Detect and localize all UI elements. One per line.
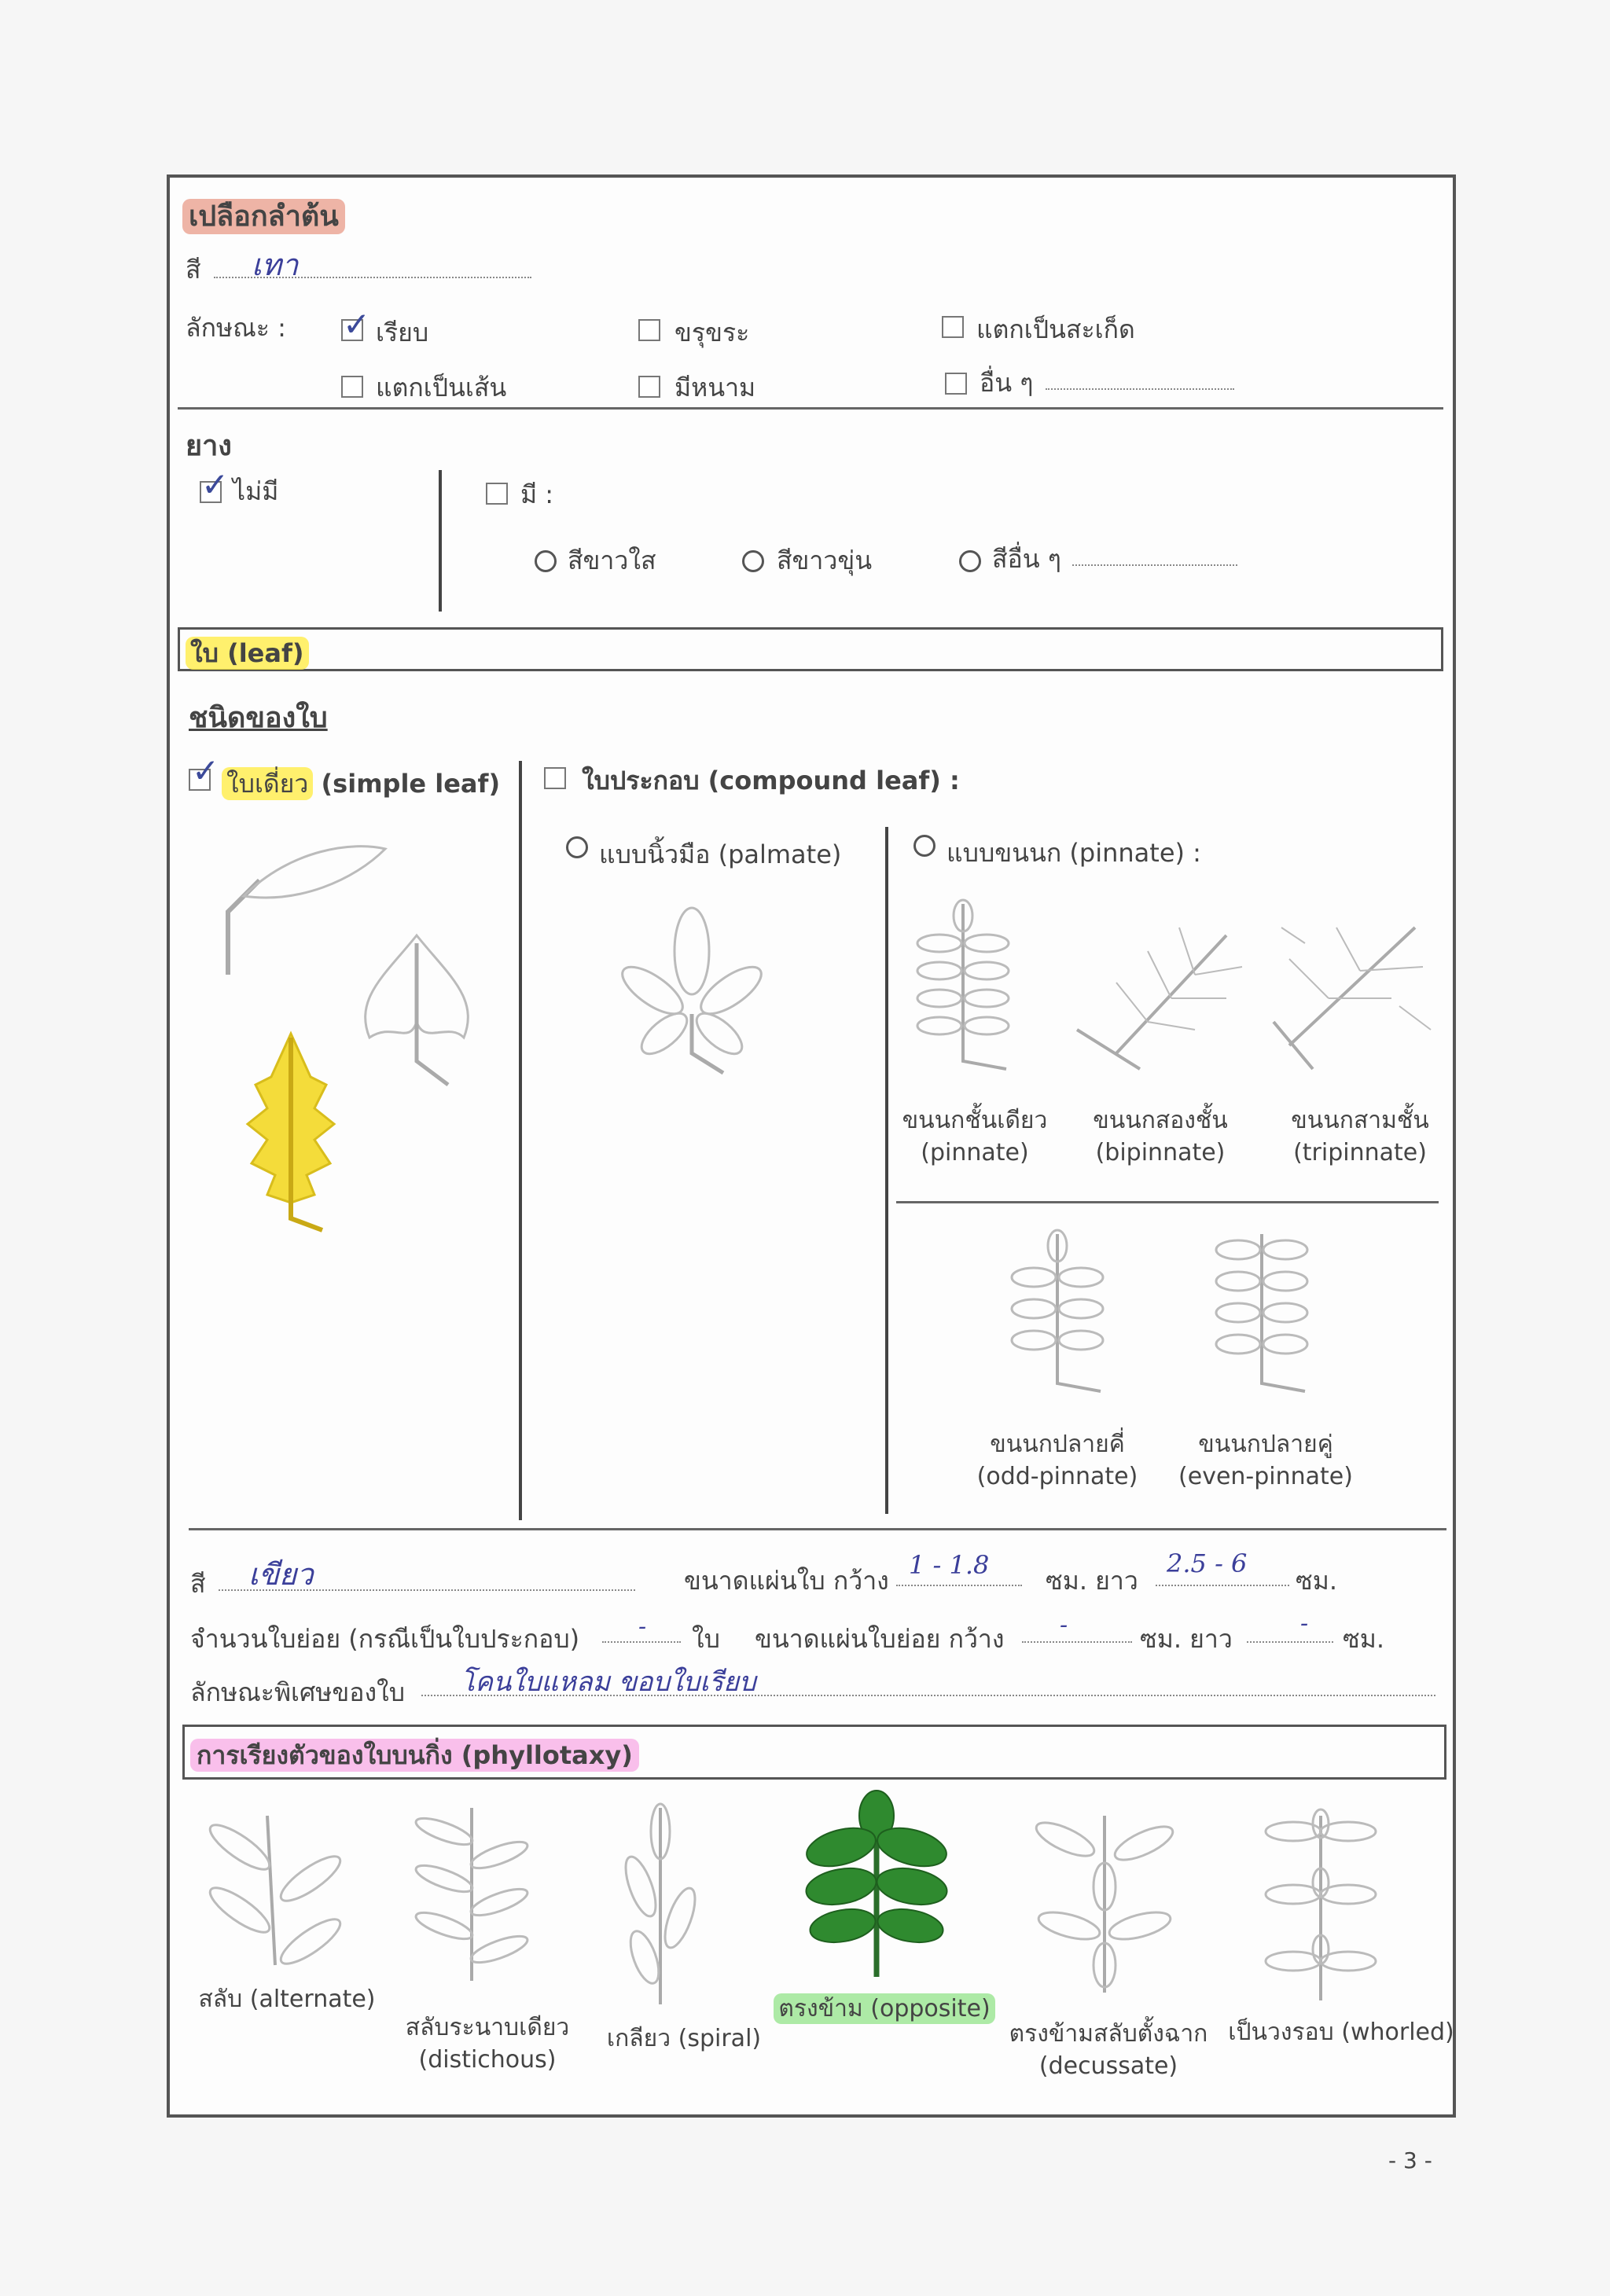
spiral-drawing xyxy=(613,1800,708,2012)
leaf-title: ใบ (leaf) xyxy=(186,634,309,674)
bark-thorny-label: มีหนาม xyxy=(675,373,756,402)
simple-leaf-lobed-drawing xyxy=(354,928,480,1085)
whorled-drawing xyxy=(1258,1808,1384,2004)
leaf-color-value: เขียว xyxy=(248,1557,314,1592)
bark-color-value: เทา xyxy=(252,248,299,282)
latex-title: ยาง xyxy=(186,430,232,462)
tripinnate-caption: ขนนกสามชั้น (tripinnate) xyxy=(1291,1107,1429,1166)
decussate-caption: ตรงข้ามสลับตั้งฉาก (decussate) xyxy=(1009,2020,1208,2080)
leaf-type-title: ชนิดของใบ xyxy=(189,702,328,734)
simple-leaf-label: ใบเดี่ยว (simple leaf) xyxy=(222,764,500,804)
check-mark-icon: ✓ xyxy=(192,751,220,790)
leaf-color-label: สี xyxy=(190,1569,206,1599)
blade-width-value: 1 - 1.8 xyxy=(909,1550,990,1580)
latex-other-label: สีอื่น ๆ xyxy=(992,544,1061,574)
distichous-drawing xyxy=(409,1800,535,1989)
pinnate-label: แบบขนนก (pinnate) : xyxy=(947,838,1201,868)
check-mark-icon: ✓ xyxy=(201,465,230,504)
bark-color-label: สี xyxy=(186,255,201,285)
pinnate-radio[interactable] xyxy=(913,835,935,857)
bark-scaly-label: แตกเป็นสะเก็ด xyxy=(976,314,1135,344)
blade-length-line xyxy=(1156,1585,1289,1586)
bark-title: เปลือกลำต้น xyxy=(182,193,345,238)
odd-pinnate-drawing xyxy=(998,1226,1116,1399)
leaf-type-divider xyxy=(519,761,522,1520)
simple-leaf-yellow-drawing xyxy=(236,1030,346,1234)
blade-size-label: ขนาดแผ่นใบ กว้าง xyxy=(684,1566,889,1596)
bark-smooth-label: เรียบ xyxy=(376,318,429,347)
pinnate-once-caption: ขนนกชั้นเดียว (pinnate) xyxy=(902,1107,1048,1166)
leaflet-length-value: - xyxy=(1300,1610,1309,1637)
tripinnate-drawing xyxy=(1258,912,1446,1085)
divider xyxy=(189,1528,1446,1530)
bark-other-line xyxy=(1046,388,1234,390)
leaflet-length-label: ซม. ยาว xyxy=(1140,1624,1233,1654)
leaflet-count-label: จำนวนใบย่อย (กรณีเป็นใบประกอบ) xyxy=(190,1624,580,1654)
leaflet-count-line xyxy=(602,1641,681,1643)
phyllotaxy-title: การเรียงตัวของใบบนกิ่ง (phyllotaxy) xyxy=(190,1736,639,1776)
latex-has-checkbox[interactable] xyxy=(486,483,508,505)
bark-other-checkbox[interactable] xyxy=(945,373,967,395)
distichous-caption: สลับระนาบเดียว (distichous) xyxy=(405,2014,570,2074)
leaflet-width-line xyxy=(1022,1641,1132,1643)
special-feature-label: ลักษณะพิเศษของใบ xyxy=(190,1677,406,1707)
latex-other-radio[interactable] xyxy=(959,550,981,572)
bark-striped-label: แตกเป็นเส้น xyxy=(376,373,507,402)
compound-leaf-checkbox[interactable] xyxy=(544,767,566,789)
bark-features-label: ลักษณะ : xyxy=(186,313,286,343)
blade-length-label: ซม. ยาว xyxy=(1046,1566,1138,1596)
blade-width-line xyxy=(896,1585,1022,1586)
blade-cm-unit: ซม. xyxy=(1296,1566,1337,1596)
leaflet-count-value: - xyxy=(638,1613,647,1640)
bark-other-label: อื่น ๆ xyxy=(980,368,1034,398)
bark-striped-checkbox[interactable] xyxy=(341,376,363,398)
latex-none-label: ไม่มี xyxy=(233,476,279,506)
leaflet-unit: ใบ xyxy=(692,1624,720,1654)
special-feature-value: โคนใบแหลม ขอบใบเรียบ xyxy=(461,1666,756,1698)
latex-milky-label: สีขาวขุ่น xyxy=(777,546,873,575)
pinnate-subdivider xyxy=(896,1201,1439,1203)
spiral-caption: เกลียว (spiral) xyxy=(606,2025,762,2052)
latex-clear-label: สีขาวใส xyxy=(568,546,656,575)
divider xyxy=(178,407,1443,410)
alternate-caption: สลับ (alternate) xyxy=(198,1986,376,2013)
pinnate-divider xyxy=(885,827,888,1514)
decussate-drawing xyxy=(1030,1808,1179,1997)
opposite-caption: ตรงข้าม (opposite) xyxy=(770,1990,998,2027)
bark-rough-checkbox[interactable] xyxy=(638,319,660,341)
leaflet-width-value: - xyxy=(1060,1611,1068,1639)
leaflet-cm-unit: ซม. xyxy=(1343,1624,1384,1654)
bark-thorny-checkbox[interactable] xyxy=(638,376,660,398)
page-number: - 3 - xyxy=(1388,2147,1432,2173)
leaf-section-header xyxy=(178,627,1443,671)
leaflet-length-line xyxy=(1247,1641,1333,1643)
latex-milky-radio[interactable] xyxy=(742,550,764,572)
check-mark-icon: ✓ xyxy=(343,305,371,343)
palmate-leaf-drawing xyxy=(621,904,763,1085)
opposite-drawing xyxy=(802,1792,951,1981)
alternate-drawing xyxy=(197,1808,346,1981)
palmate-radio[interactable] xyxy=(566,836,588,858)
odd-pinnate-caption: ขนนกปลายคี่ (odd-pinnate) xyxy=(976,1431,1138,1490)
even-pinnate-drawing xyxy=(1203,1226,1321,1399)
blade-length-value: 2.5 - 6 xyxy=(1167,1548,1248,1578)
whorled-caption: เป็นวงรอบ (whorled) xyxy=(1228,2019,1454,2046)
latex-has-label: มี : xyxy=(520,479,554,509)
latex-divider xyxy=(439,470,442,612)
bark-rough-label: ขรุขระ xyxy=(675,318,750,347)
leaflet-size-label: ขนาดแผ่นใบย่อย กว้าง xyxy=(755,1624,1005,1654)
bipinnate-caption: ขนนกสองชั้น (bipinnate) xyxy=(1093,1107,1228,1166)
bipinnate-drawing xyxy=(1069,912,1258,1085)
bark-scaly-checkbox[interactable] xyxy=(942,316,964,338)
latex-other-line xyxy=(1072,564,1237,566)
palmate-label: แบบนิ้วมือ (palmate) xyxy=(599,839,842,869)
pinnate-once-drawing xyxy=(904,896,1022,1077)
latex-clear-radio[interactable] xyxy=(535,550,557,572)
even-pinnate-caption: ขนนกปลายคู่ (even-pinnate) xyxy=(1178,1431,1353,1490)
compound-leaf-label: ใบประกอบ (compound leaf) : xyxy=(582,766,960,795)
